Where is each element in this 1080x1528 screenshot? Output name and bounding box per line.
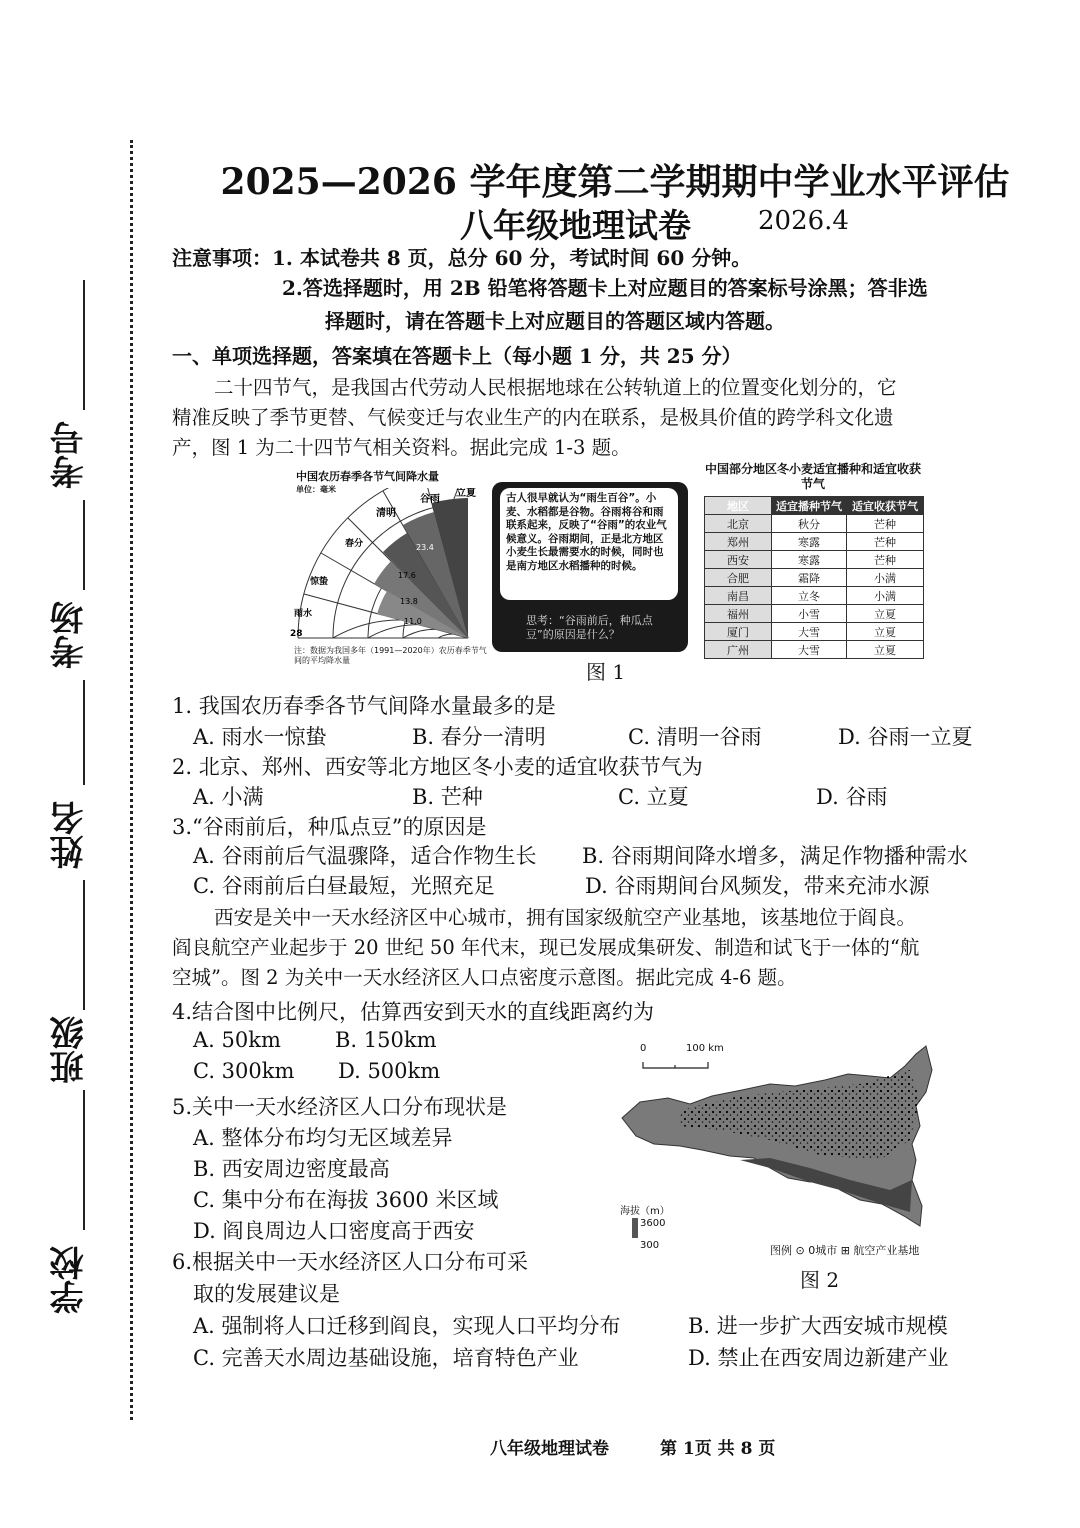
table-header-harvest: 适宜收获节气 — [847, 497, 924, 515]
field-label-school: 学校 — [50, 1246, 90, 1314]
field-label-exam-room: 考场 — [50, 601, 90, 669]
value-label-3: 13.8 — [400, 597, 418, 606]
table-cell: 合肥 — [705, 569, 772, 587]
scale-100: 100 km — [686, 1043, 724, 1054]
notes-item-2b: 择题时，请在答题卡上对应题目的答题区域内答题。 — [325, 309, 785, 333]
notes-label: 注意事项： — [172, 246, 272, 270]
elevation-min: 300 — [640, 1240, 660, 1251]
sector-label-jingzhe: 惊蛰 — [310, 577, 329, 587]
table-cell: 大雪 — [772, 623, 847, 641]
q2-option-c: C. 立夏 — [618, 785, 689, 809]
table-header-region: 地区 — [705, 497, 772, 515]
table-row — [705, 587, 924, 605]
table-row — [705, 605, 924, 623]
section-heading: 一、单项选择题，答案填在答题卡上（每小题 1 分，共 25 分） — [172, 344, 742, 368]
q4-option-a: A. 50km — [193, 1028, 281, 1052]
table-cell: 立冬 — [772, 587, 847, 605]
table-cell: 小满 — [847, 569, 924, 587]
exam-subtitle: 八年级地理试卷 — [460, 206, 691, 245]
q4-option-c: C. 300km — [193, 1059, 295, 1083]
table-header-sowing: 适宜播种节气 — [772, 497, 847, 515]
elevation-legend-bar — [632, 1218, 638, 1238]
q5-option-c: C. 集中分布在海拔 3600 米区域 — [193, 1188, 499, 1212]
table-row — [705, 515, 924, 533]
field-label-name: 姓名 — [50, 801, 90, 869]
scale-zero: 0 — [640, 1043, 647, 1054]
passage1-line1: 二十四节气，是我国古代劳动人民根据地球在公转轨道上的位置变化划分的，它 — [214, 376, 897, 399]
field-line-class — [83, 880, 85, 1010]
q5-option-b: B. 西安周边密度最高 — [193, 1157, 390, 1181]
q1-option-b: B. 春分一清明 — [412, 725, 546, 749]
footer-page-number: 第 1页 共 8 页 — [660, 1439, 776, 1459]
q4-option-b: B. 150km — [335, 1028, 437, 1052]
table-cell: 立夏 — [847, 605, 924, 623]
q6-option-c: C. 完善天水周边基础设施，培育特色产业 — [193, 1346, 579, 1370]
field-line-name — [83, 680, 85, 785]
passage2-line3: 空城”。图 2 为关中一天水经济区人口点密度示意图。据此完成 4-6 题。 — [172, 966, 797, 989]
scale-bar — [643, 1062, 708, 1068]
table-cell: 寒露 — [772, 533, 847, 551]
exam-title: 2025—2026 学年度第二学期期中学业水平评估 — [220, 161, 1010, 203]
notes-item-2a: 2.答选择题时，用 2B 铅笔将答题卡上对应题目的答案标号涂黑；答非选 — [282, 276, 928, 300]
rose-chart-unit: 单位：毫米 — [296, 485, 336, 494]
wheat-table-title: 中国部分地区冬小麦适宜播种和适宜收获节气 — [704, 462, 921, 491]
table-row — [705, 623, 924, 641]
passage1-line3: 产，图 1 为二十四节气相关资料。据此完成 1-3 题。 — [172, 436, 631, 459]
sector-label-yushui: 雨水 — [294, 609, 313, 619]
field-line-exam-room — [83, 500, 85, 590]
elevation-legend-title: 海拔（m） — [620, 1206, 670, 1217]
q4-stem: 4.结合图中比例尺，估算西安到天水的直线距离约为 — [172, 1000, 655, 1024]
q6-option-b: B. 进一步扩大西安城市规模 — [688, 1314, 948, 1338]
table-row — [705, 533, 924, 551]
q6-option-a: A. 强制将人口迁移到阎良，实现人口平均分布 — [193, 1314, 621, 1338]
table-cell: 福州 — [705, 605, 772, 623]
field-label-exam-number: 考号 — [50, 421, 90, 489]
table-cell: 霜降 — [772, 569, 847, 587]
q5-stem: 5.关中一天水经济区人口分布现状是 — [172, 1095, 508, 1119]
callout-box — [492, 482, 688, 652]
value-label-4: 11.0 — [404, 617, 422, 626]
map-legend: 图例 ⊙ 0城市 ⊞ 航空产业基地 — [770, 1244, 920, 1257]
binding-dotted-line — [130, 140, 133, 1420]
rose-chart-title: 中国农历春季各节气间降水量 — [296, 470, 439, 483]
q2-stem: 2. 北京、郑州、西安等北方地区冬小麦的适宜收获节气为 — [172, 755, 703, 779]
sector-label-guyu: 谷雨 — [420, 494, 440, 505]
table-cell: 南昌 — [705, 587, 772, 605]
table-cell: 立夏 — [847, 641, 924, 659]
callout-question: 思考：“谷雨前后，种瓜点豆”的原因是什么？ — [526, 614, 653, 641]
table-cell: 北京 — [705, 515, 772, 533]
rose-chart-note: 注：数据为我国多年（1991—2020年）农历春季节气间的平均降水量 — [294, 646, 487, 665]
table-cell: 小雪 — [772, 605, 847, 623]
q1-option-c: C. 清明一谷雨 — [628, 725, 762, 749]
q3-option-c: C. 谷雨前后白昼最短，光照充足 — [193, 874, 495, 898]
sector-label-lixia: 立夏 — [456, 488, 476, 499]
q3-option-b: B. 谷雨期间降水增多，满足作物播种需水 — [582, 844, 968, 868]
sector-label-chunfen: 春分 — [345, 539, 364, 549]
table-cell: 芒种 — [847, 551, 924, 569]
q4-option-d: D. 500km — [338, 1059, 441, 1083]
q3-option-d: D. 谷雨期间台风频发，带来充沛水源 — [585, 874, 930, 898]
table-cell: 立夏 — [847, 623, 924, 641]
wheat-table — [704, 496, 924, 659]
table-row — [705, 569, 924, 587]
table-row — [705, 551, 924, 569]
footer-title: 八年级地理试卷 — [490, 1439, 609, 1459]
callout-text: 古人很早就认为“雨生百谷”。小麦、水稻都是谷物。谷雨将谷和雨联系起来，反映了“谷雨”的农业气候意义。谷雨期间，正是北方地区小麦生长最需要水的时候，同时也是南方地区水稻播种的时候。 — [500, 488, 678, 600]
passage1-line2: 精准反映了季节更替、气候变迁与农业生产的内在联系，是极具价值的跨学科文化遗 — [172, 406, 894, 429]
table-cell: 郑州 — [705, 533, 772, 551]
table-cell: 广州 — [705, 641, 772, 659]
table-cell: 厦门 — [705, 623, 772, 641]
q1-option-a: A. 雨水一惊蛰 — [193, 725, 327, 749]
field-line-exam-number — [83, 280, 85, 410]
axis-label: 28 — [290, 629, 303, 639]
wheat-table-header — [705, 497, 924, 515]
q5-option-d: D. 阎良周边人口密度高于西安 — [193, 1219, 475, 1243]
elevation-max: 3600 — [640, 1218, 666, 1229]
table-cell: 秋分 — [772, 515, 847, 533]
table-cell: 大雪 — [772, 641, 847, 659]
sector-label-qingming: 清明 — [376, 508, 396, 519]
notes-item-1: 1. 本试卷共 8 页，总分 60 分，考试时间 60 分钟。 — [272, 246, 752, 270]
rose-chart — [290, 488, 490, 648]
figure1-caption: 图 1 — [586, 660, 626, 684]
q6-option-d: D. 禁止在西安周边新建产业 — [688, 1346, 949, 1370]
q2-option-d: D. 谷雨 — [816, 785, 888, 809]
table-cell: 芒种 — [847, 515, 924, 533]
q2-option-b: B. 芒种 — [412, 785, 483, 809]
table-row — [705, 641, 924, 659]
field-line-school — [83, 1090, 85, 1230]
table-cell: 小满 — [847, 587, 924, 605]
passage2-line1: 西安是关中一天水经济区中心城市，拥有国家级航空产业基地，该基地位于阎良。 — [214, 906, 917, 929]
field-label-class: 班级 — [50, 1016, 90, 1084]
table-cell: 芒种 — [847, 533, 924, 551]
value-label-1: 23.4 — [416, 543, 434, 552]
exam-date: 2026.4 — [758, 206, 849, 236]
q3-option-a: A. 谷雨前后气温骤降，适合作物生长 — [193, 844, 537, 868]
value-label-2: 17.6 — [398, 571, 416, 580]
table-cell: 寒露 — [772, 551, 847, 569]
q1-stem: 1. 我国农历春季各节气间降水量最多的是 — [172, 694, 556, 718]
q5-option-a: A. 整体分布均匀无区域差异 — [193, 1126, 453, 1150]
q6-stem-line2: 取的发展建议是 — [193, 1282, 340, 1306]
q1-option-d: D. 谷雨一立夏 — [838, 725, 973, 749]
q2-option-a: A. 小满 — [193, 785, 264, 809]
passage2-line2: 阎良航空产业起步于 20 世纪 50 年代末，现已发展成集研发、制造和试飞于一体的“航 — [172, 936, 920, 959]
q3-stem: 3.“谷雨前后，种瓜点豆”的原因是 — [172, 815, 487, 839]
figure2-caption: 图 2 — [800, 1268, 840, 1292]
q6-stem-line1: 6.根据关中一天水经济区人口分布可采 — [172, 1250, 529, 1274]
table-cell: 西安 — [705, 551, 772, 569]
